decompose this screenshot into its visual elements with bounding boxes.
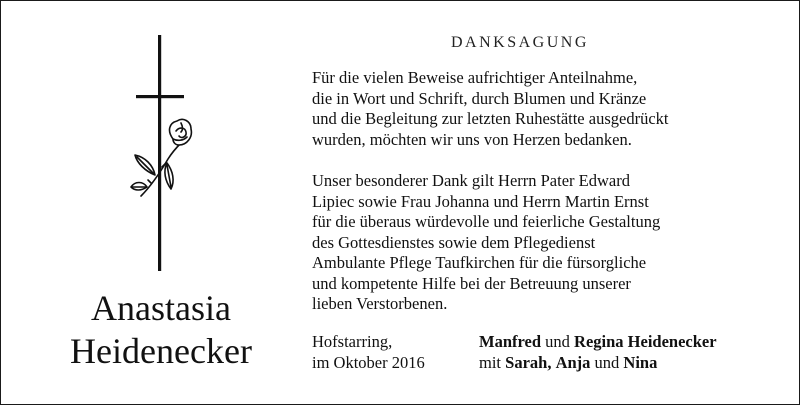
signers-line-1 xyxy=(479,331,717,352)
signer-name: Anja xyxy=(555,353,591,372)
text-line: des Gottesdienstes sowie dem Pflegedienst xyxy=(312,232,596,252)
text-line: Unser besonderer Dank gilt Herrn Pater Edward xyxy=(312,171,630,190)
signers xyxy=(479,331,717,373)
place: Hofstarring, xyxy=(312,332,393,351)
text-line: und kompetente Hilfe bei der Betreuung unserer xyxy=(312,273,631,293)
cross-icon xyxy=(136,35,184,271)
text-line: Für die vielen Beweise aufrichtiger Anteilnahme, xyxy=(312,68,638,87)
cross-rose-symbol xyxy=(121,31,211,271)
signer-name: Sarah, xyxy=(505,353,552,372)
text-line: für die überaus würdevolle und feierliche Gestaltung xyxy=(312,212,661,231)
signers-line-2 xyxy=(479,352,717,373)
deceased-first-name: Anastasia xyxy=(91,288,231,328)
date: im Oktober 2016 xyxy=(312,353,425,372)
thanks-paragraph-1 xyxy=(312,68,782,150)
place-date xyxy=(312,331,425,373)
deceased-last-name: Heidenecker xyxy=(70,331,252,371)
conjunction: und xyxy=(594,353,620,372)
signer-name: Manfred xyxy=(479,332,542,351)
signer-name: Regina Heidenecker xyxy=(574,332,717,351)
text-line: Lipiec sowie Frau Johanna und Herrn Martin Ernst xyxy=(312,191,649,211)
signer-name: Nina xyxy=(623,353,658,372)
thanks-paragraph-2 xyxy=(312,171,782,315)
conjunction: und xyxy=(545,332,570,351)
text-line: wurden, möchten wir uns von Herzen bedanken. xyxy=(312,129,632,149)
prefix: mit xyxy=(479,353,502,372)
deceased-name xyxy=(1,287,321,373)
text-line: Ambulante Pflege Taufkirchen für die fürsorgliche xyxy=(312,253,647,272)
text-line: und die Begleitung zur letzten Ruhestätte ausgedrückt xyxy=(312,109,669,128)
text-line: lieben Verstorbenen. xyxy=(312,294,448,313)
notice-title: DANKSAGUNG xyxy=(451,34,589,51)
text-line: die in Wort und Schrift, durch Blumen und Kränze xyxy=(312,88,647,108)
